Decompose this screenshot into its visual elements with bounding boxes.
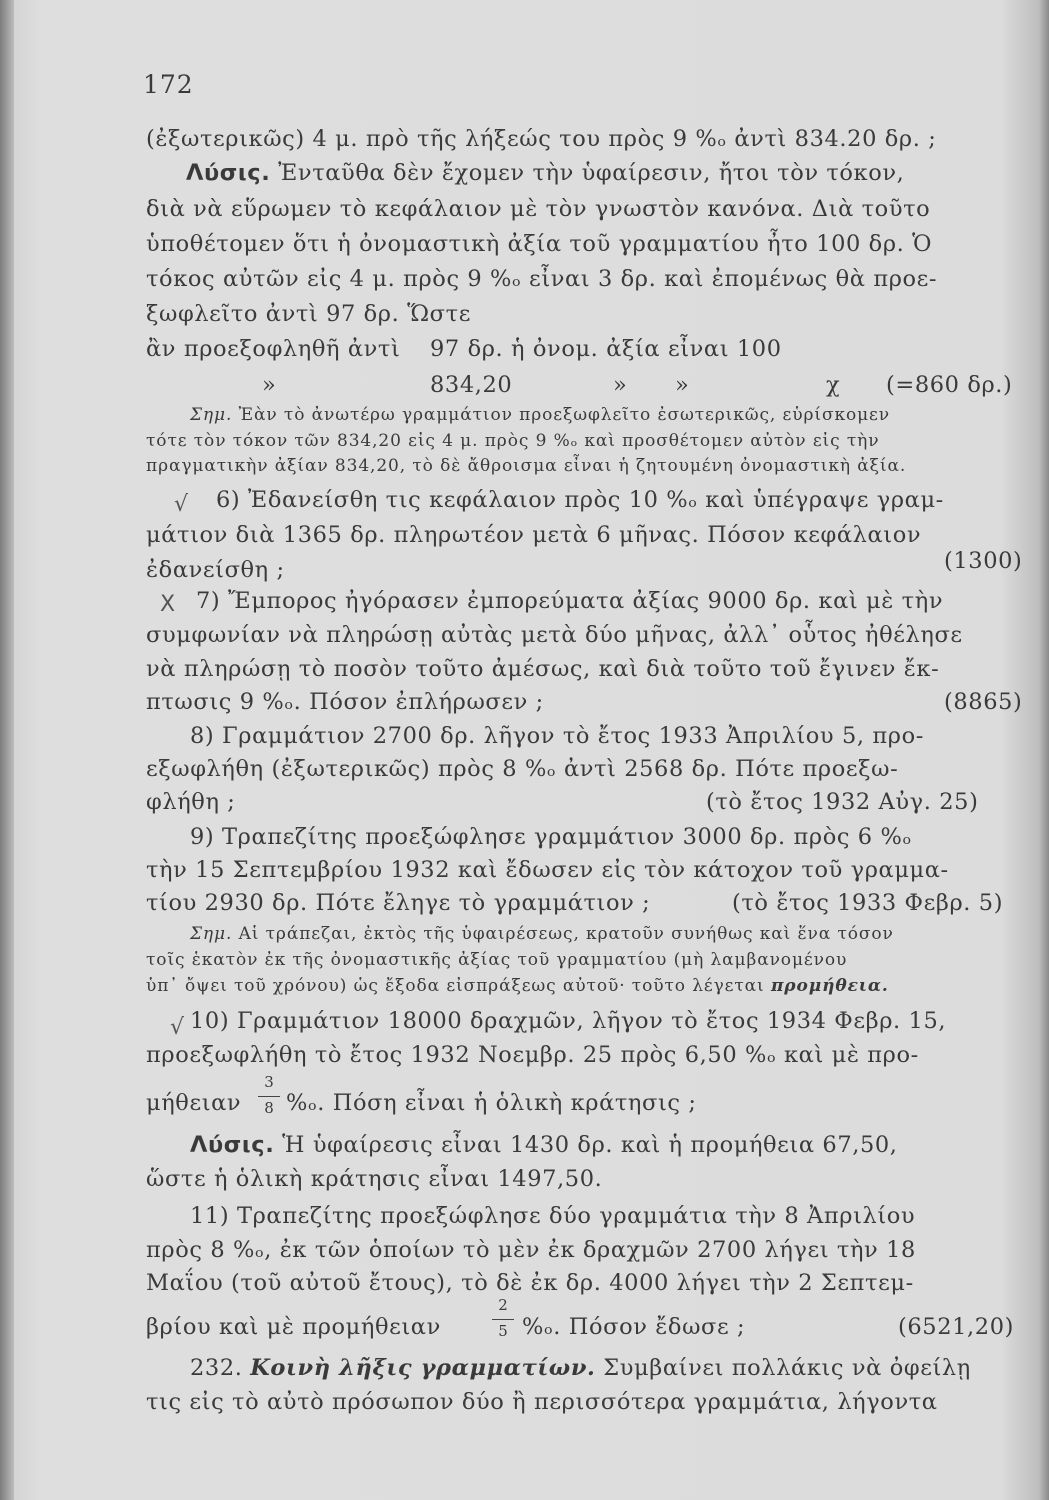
- text-span: %ₒ. Πόσον ἔδωσε ;: [522, 1314, 746, 1340]
- note-line: πραγματικὴν ἀξίαν 834,20, τὸ δὲ ἄθροισμα εἶναι ἡ ζητουμένη ὀνομαστικὴ ἀξία.: [146, 456, 907, 476]
- check-mark-icon: √: [174, 492, 189, 517]
- check-mark-icon: √: [170, 1015, 185, 1040]
- answer: (8865): [944, 689, 1023, 715]
- note-line: [146, 976, 889, 996]
- note-line: [190, 924, 894, 944]
- text-line: διὰ νὰ εὕρωμεν τὸ κεφάλαιον μὲ τὸν γνωστὸν κανόνα. Διὰ τοῦτο: [146, 196, 931, 222]
- note-label: Σημ.: [190, 924, 233, 944]
- problem-line: 10) Γραμμάτιον 18000 δραχμῶν, λῆγον τὸ ἔτος 1934 Φεβρ. 15,: [190, 1008, 947, 1034]
- text-line: τις εἰς τὸ αὐτὸ πρόσωπον δύο ἢ περισσότερα γραμμάτια, λήγοντα: [146, 1389, 938, 1415]
- ditto-mark: »: [675, 372, 690, 398]
- solution-label: Λύσις.: [186, 160, 271, 186]
- book-spine: [0, 0, 14, 1500]
- solution-label: Λύσις.: [190, 1132, 275, 1158]
- ditto-mark: »: [613, 372, 628, 398]
- problem-line: φλήθη ;: [146, 789, 236, 815]
- text-line: (ἐξωτερικῶς) 4 μ. πρὸ τῆς λήξεώς του πρὸς 9 %ₒ ἀντὶ 834.20 δρ. ;: [146, 126, 937, 152]
- problem-line: πτωσις 9 %ₒ. Πόσον ἐπλήρωσεν ;: [146, 689, 544, 715]
- answer: (1300): [944, 548, 1023, 574]
- text-span: Ἐνταῦθα δὲν ἔχομεν τὴν ὑφαίρεσιν, ἤτοι τὸν τόκον,: [270, 160, 905, 186]
- text-span: Ἡ ὑφαίρεσις εἶναι 1430 δρ. καὶ ἡ προμήθεια 67,50,: [274, 1132, 898, 1158]
- note-line: [190, 405, 890, 425]
- page-number: 172: [143, 70, 194, 99]
- problem-line: 6) Ἐδανείσθη τις κεφάλαιον πρὸς 10 %ₒ καὶ ὑπέγραψε γραμ-: [216, 487, 944, 513]
- section-heading: [190, 1355, 971, 1381]
- text-line: ὥστε ἡ ὁλικὴ κράτησις εἶναι 1497,50.: [146, 1166, 603, 1192]
- text-span: %ₒ. Πόση εἶναι ἡ ὁλικὴ κράτησις ;: [286, 1090, 697, 1116]
- note-line: τότε τὸν τόκον τῶν 834,20 εἰς 4 μ. πρὸς 9 %ₒ καὶ προσθέτομεν αὐτὸν εἰς τὴν: [146, 431, 880, 451]
- problem-line: Μαΐου (τοῦ αὐτοῦ ἔτους), τὸ δὲ ἐκ δρ. 4000 λήγει τὴν 2 Σεπτεμ-: [146, 1270, 914, 1296]
- text-line: [186, 160, 904, 186]
- text-line: ξωφλεῖτο ἀντὶ 97 δρ. Ὥστε: [146, 301, 471, 327]
- answer: (τὸ ἔτος 1932 Αὐγ. 25): [706, 789, 979, 815]
- section-title: Κοινὴ λῆξις γραμματίων.: [250, 1355, 596, 1381]
- problem-line: τὴν 15 Σεπτεμβρίου 1932 καὶ ἔδωσεν εἰς τὸν κάτοχον τοῦ γραμμα-: [146, 857, 949, 883]
- fraction-denominator: 5: [498, 1322, 508, 1340]
- page-edge: [1039, 0, 1049, 1500]
- answer: (=860 δρ.): [886, 372, 1013, 398]
- answer: (τὸ ἔτος 1933 Φεβρ. 5): [732, 890, 1004, 916]
- text-span: Ἐὰν τὸ ἀνωτέρω γραμμάτιον προεξωφλεῖτο ἐσωτερικῶς, εὑρίσκομεν: [232, 405, 890, 425]
- problem-line: ἐδανείσθη ;: [146, 557, 285, 583]
- text-line: τόκος αὐτῶν εἰς 4 μ. πρὸς 9 %ₒ εἶναι 3 δρ. καὶ ἐπομένως θὰ προε-: [146, 266, 938, 292]
- problem-line: τίου 2930 δρ. Πότε ἔληγε τὸ γραμμάτιον ;: [146, 890, 651, 916]
- text-span: μήθειαν: [146, 1090, 242, 1116]
- section-number: 232.: [190, 1355, 243, 1381]
- text-span: Συμβαίνει πολλάκις νὰ ὀφείλῃ: [595, 1355, 971, 1381]
- problem-line: εξωφλήθη (ἐξωτερικῶς) πρὸς 8 %ₒ ἀντὶ 2568 δρ. Πότε προεξω-: [146, 756, 899, 782]
- fraction-denominator: 8: [264, 1099, 274, 1117]
- ditto-mark: »: [262, 372, 277, 398]
- text-line: ὑποθέτομεν ὅτι ἡ ὀνομαστικὴ ἀξία τοῦ γραμματίου ἦτο 100 δρ. Ὁ: [146, 231, 933, 257]
- proportion-value: 834,20: [430, 372, 513, 398]
- problem-line: 9) Τραπεζίτης προεξώφλησε γραμμάτιον 3000 δρ. πρὸς 6 %ₒ: [190, 824, 912, 850]
- problem-line: νὰ πληρώσῃ τὸ ποσὸν τοῦτο ἀμέσως, καὶ διὰ τοῦτο τοῦ ἔγινεν ἔκ-: [146, 656, 940, 682]
- emphasis: προμήθεια.: [770, 976, 889, 996]
- problem-line: πρὸς 8 %ₒ, ἐκ τῶν ὁποίων τὸ μὲν ἐκ δραχμῶν 2700 λήγει τὴν 18: [146, 1237, 916, 1263]
- note-label: Σημ.: [190, 405, 233, 425]
- unknown-variable: χ: [826, 372, 841, 398]
- proportion-right: 97 δρ. ἡ ὀνομ. ἀξία εἶναι 100: [430, 336, 782, 362]
- problem-line: μάτιον διὰ 1365 δρ. πληρωτέον μετὰ 6 μῆνας. Πόσον κεφάλαιον: [146, 522, 922, 548]
- proportion-left: ἂν προεξοφληθῆ ἀντὶ: [146, 336, 401, 362]
- fraction-bar: [492, 1319, 514, 1320]
- text-span: Αἱ τράπεζαι, ἐκτὸς τῆς ὑφαιρέσεως, κρατοῦν συνήθως καὶ ἕνα τόσον: [232, 924, 894, 944]
- answer: (6521,20): [898, 1314, 1014, 1340]
- cross-mark-icon: X: [160, 592, 176, 617]
- problem-line: προεξωφλήθη τὸ ἔτος 1932 Νοεμβρ. 25 πρὸς 6,50 %ₒ καὶ μὲ προ-: [146, 1042, 919, 1068]
- note-line: τοῖς ἑκατὸν ἐκ τῆς ὀνομαστικῆς ἀξίας τοῦ γραμματίου (μὴ λαμβανομένου: [146, 950, 848, 970]
- fraction-numerator: 2: [498, 1296, 508, 1314]
- problem-line: 7) Ἔμπορος ἠγόρασεν ἐμπορεύματα ἀξίας 9000 δρ. καὶ μὲ τὴν: [196, 588, 944, 614]
- text-line: [190, 1132, 898, 1158]
- text-span: βρίου καὶ μὲ προμήθειαν: [146, 1314, 441, 1340]
- text-span: ὑπ᾽ ὄψει τοῦ χρόνου) ὡς ἔξοδα εἰσπράξεως αὐτοῦ· τοῦτο λέγεται: [146, 976, 771, 996]
- problem-line: 11) Τραπεζίτης προεξώφλησε δύο γραμμάτια τὴν 8 Ἀπριλίου: [190, 1203, 916, 1229]
- fraction-numerator: 3: [264, 1073, 274, 1091]
- problem-line: 8) Γραμμάτιον 2700 δρ. λῆγον τὸ ἔτος 1933 Ἀπριλίου 5, προ-: [190, 723, 924, 749]
- fraction-bar: [258, 1096, 280, 1097]
- problem-line: συμφωνίαν νὰ πληρώσῃ αὐτὰς μετὰ δύο μῆνας, ἀλλ᾽ οὗτος ἠθέλησε: [146, 622, 963, 648]
